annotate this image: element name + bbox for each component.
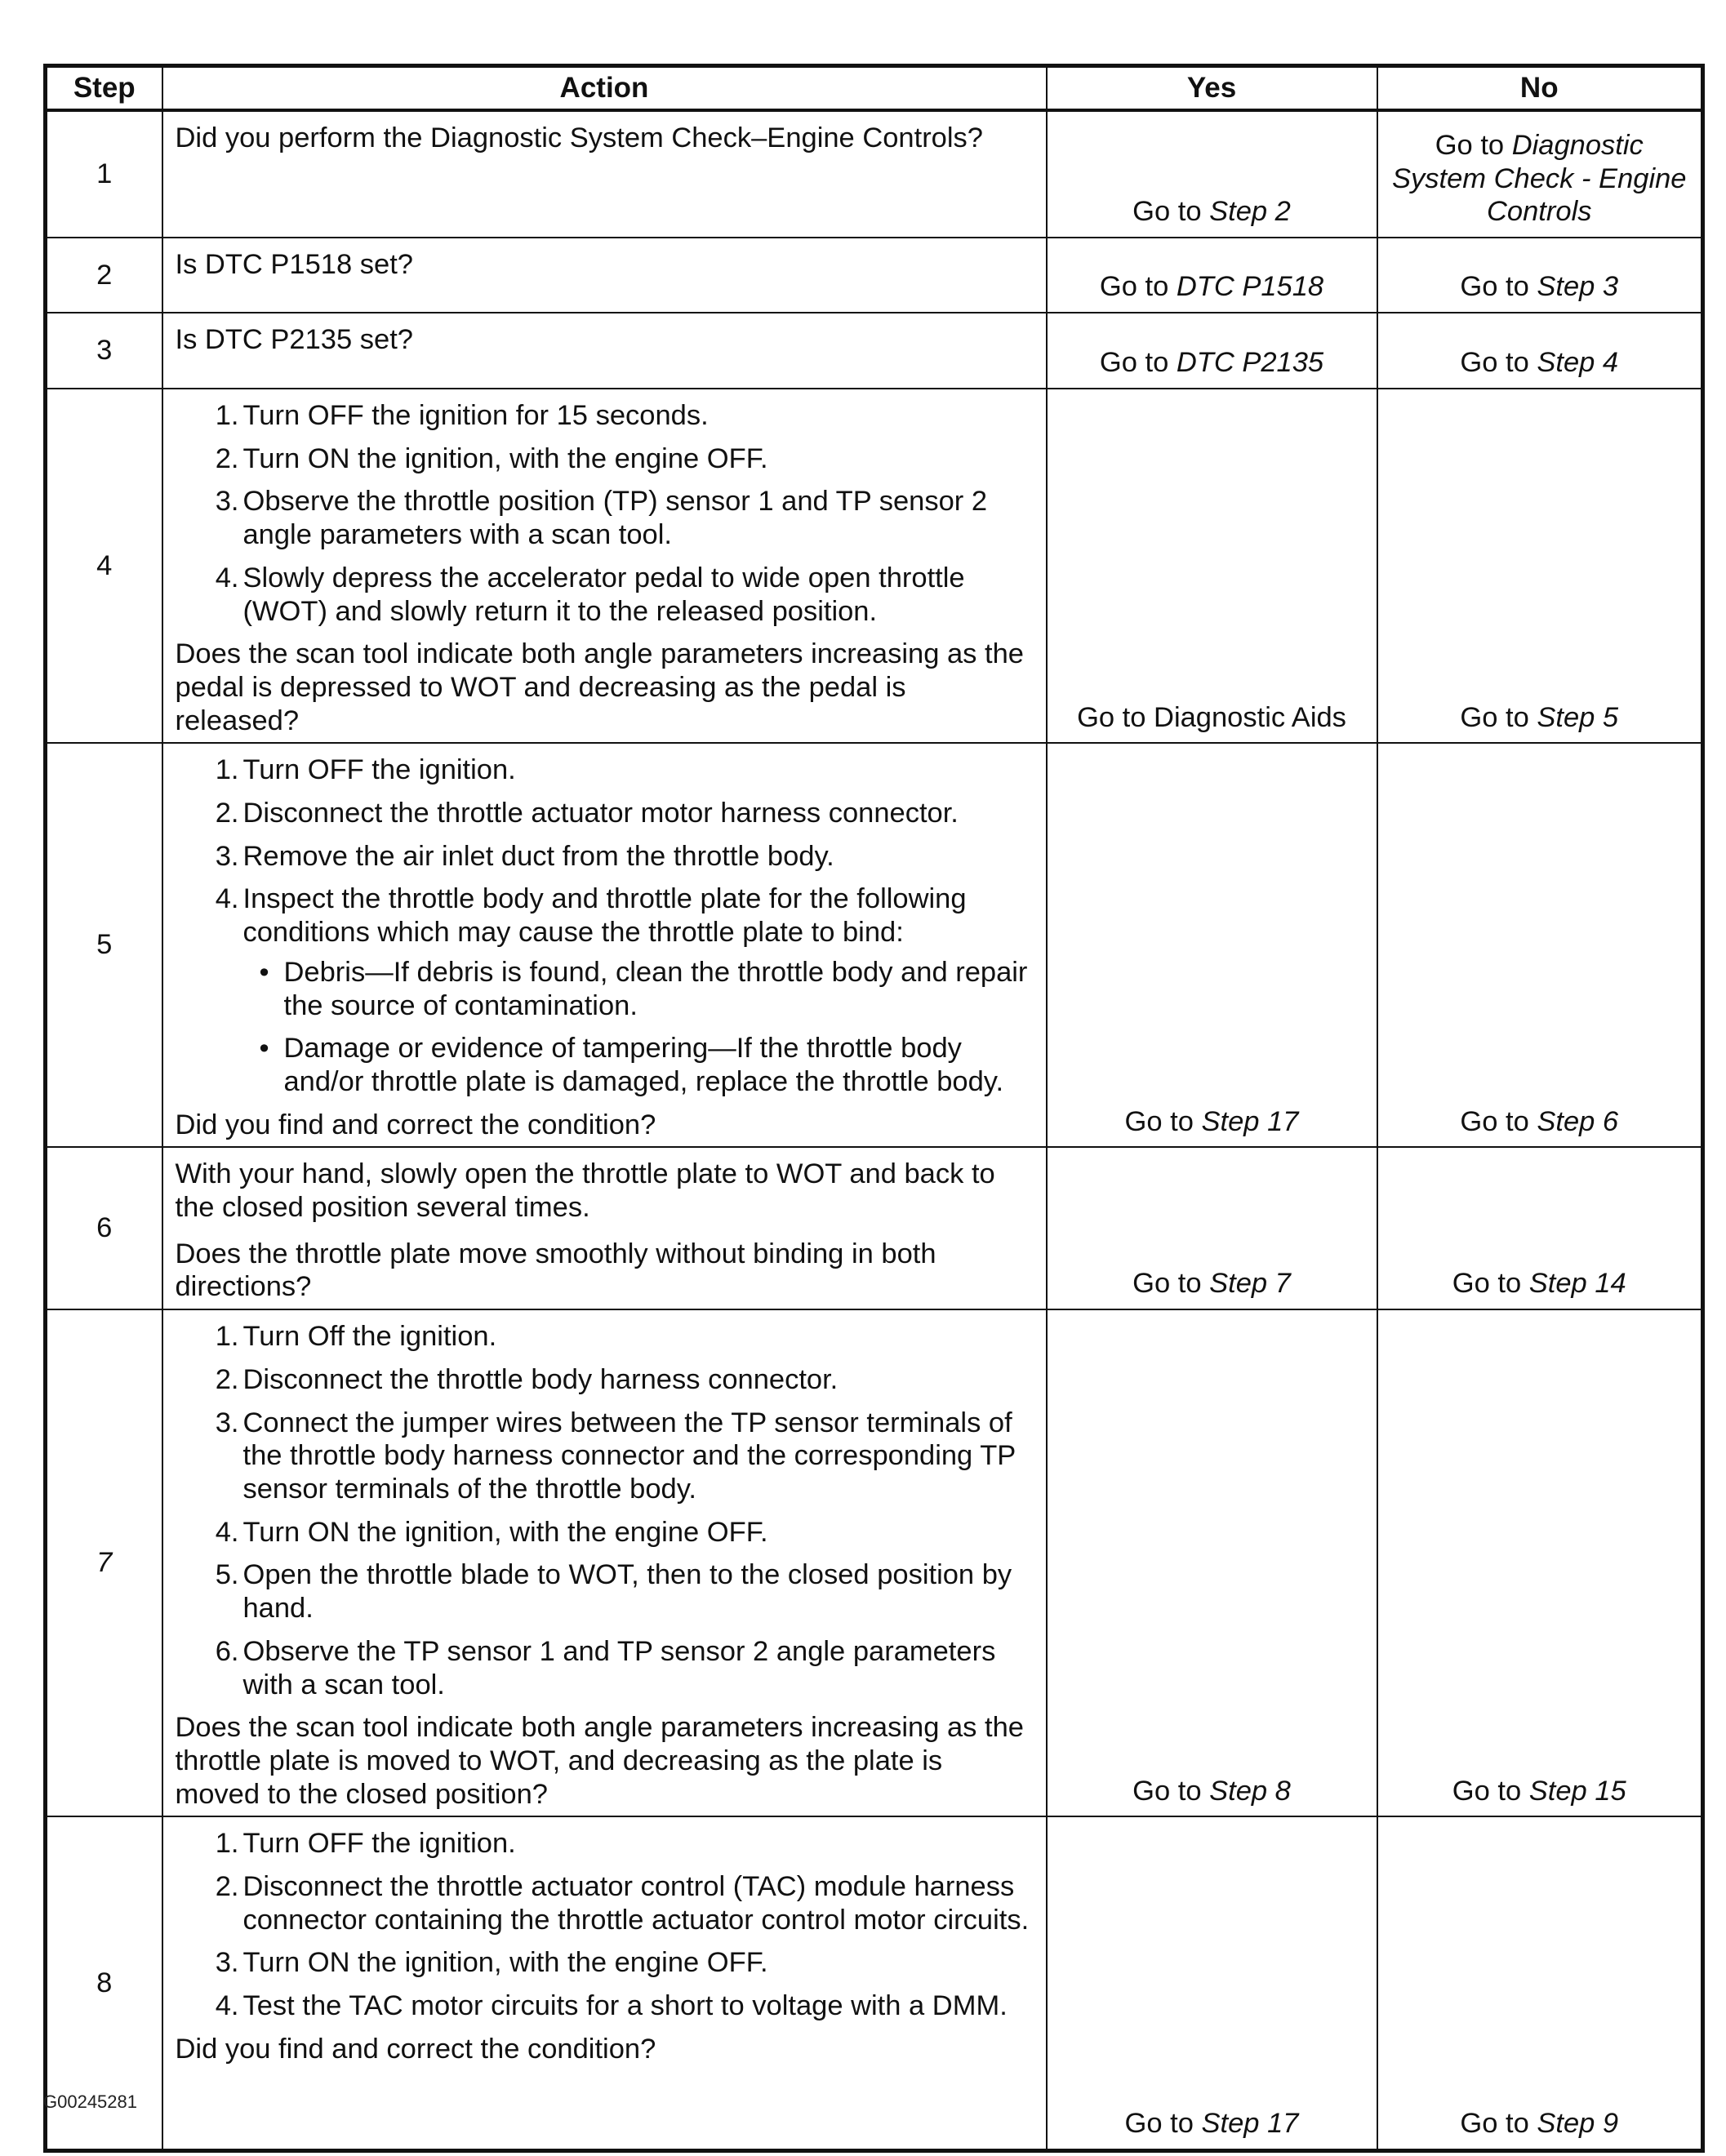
table-row	[46, 389, 1703, 743]
no-reference-link: Step 9	[1537, 2108, 1619, 2140]
procedure-step	[176, 562, 1034, 628]
procedure-step-number: 2.	[215, 1363, 239, 1395]
no-prefix: Go to	[1460, 2108, 1537, 2140]
no-prefix: Go to	[1452, 1268, 1529, 1300]
procedure-step-number: 3.	[215, 840, 239, 872]
table-row	[46, 110, 1703, 238]
no-reference-link: Step 3	[1537, 271, 1619, 303]
no-reference-link: Step 15	[1528, 1775, 1626, 1807]
procedure-step-text: Slowly depress the accelerator pedal to wide open throttle (WOT) and slowly return it to the released position.	[242, 562, 965, 627]
procedure-step	[176, 399, 1034, 433]
action-question: Is DTC P1518 set?	[175, 249, 413, 280]
procedure-step	[176, 797, 1034, 830]
procedure-step	[176, 1827, 1034, 1860]
table-row	[46, 238, 1703, 313]
procedure-step-text: Turn ON the ignition, with the engine OFF.	[242, 442, 768, 474]
action-cell	[162, 389, 1047, 743]
procedure-step-text: Remove the air inlet duct from the throttle body.	[242, 840, 834, 872]
no-prefix: Go to	[1460, 347, 1537, 379]
procedure-step-text: Connect the jumper wires between the TP sensor terminals of the throttle body harness connector and the corresponding TP sensor terminals of the throttle body.	[242, 1407, 1016, 1505]
procedure-step	[176, 840, 1034, 874]
bullet-item: • Debris—If debris is found, clean the throttle body and repair the source of contamination.	[243, 956, 1034, 1022]
yes-cell	[1047, 313, 1377, 389]
table-body	[46, 110, 1703, 2150]
procedure-step-number: 3.	[215, 1947, 239, 1979]
action-question: Did you find and correct the condition?	[175, 1109, 656, 1140]
yes-prefix: Go to	[1132, 1775, 1210, 1807]
yes-reference-link: DTC P1518	[1176, 271, 1324, 303]
procedure-list	[176, 399, 1034, 628]
yes-cell	[1047, 238, 1377, 313]
action-intro: With your hand, slowly open the throttle plate to WOT and back to the closed position several times.	[175, 1158, 995, 1224]
no-cell	[1377, 313, 1703, 389]
no-cell	[1377, 238, 1703, 313]
no-reference-link: Step 6	[1537, 1105, 1619, 1137]
action-cell	[162, 743, 1047, 1147]
no-prefix: Go to	[1460, 701, 1537, 733]
yes-cell	[1047, 110, 1377, 238]
yes-cell	[1047, 1309, 1377, 1816]
yes-cell	[1047, 743, 1377, 1147]
step-number: 2	[46, 238, 162, 313]
procedure-step-number: 4.	[215, 1990, 239, 2022]
action-cell	[162, 110, 1047, 238]
procedure-step-text: Inspect the throttle body and throttle plate for the following conditions which may cause the throttle plate to bind:	[242, 883, 967, 949]
procedure-step	[176, 485, 1034, 551]
procedure-step	[176, 882, 1034, 1098]
procedure-list	[176, 1827, 1034, 2023]
step-number: 3	[46, 313, 162, 389]
yes-cell	[1047, 1147, 1377, 1309]
yes-reference-link: Step 2	[1209, 196, 1291, 228]
procedure-step-number: 1.	[215, 1321, 239, 1353]
no-cell	[1377, 389, 1703, 743]
procedure-step-text: Turn OFF the ignition for 15 seconds.	[242, 400, 709, 431]
procedure-step-number: 1.	[215, 1828, 239, 1860]
procedure-step	[176, 1989, 1034, 2023]
header-action: Action	[162, 66, 1047, 111]
procedure-step	[176, 1363, 1034, 1397]
procedure-step-text: Open the throttle blade to WOT, then to the closed position by hand.	[242, 1559, 1012, 1625]
procedure-step	[176, 1870, 1034, 1936]
header-row	[46, 66, 1703, 111]
procedure-step-number: 6.	[215, 1635, 239, 1667]
step-number: 8	[46, 1816, 162, 2150]
yes-prefix: Go to Diagnostic Aids	[1077, 701, 1346, 733]
no-reference-link: Diagnostic System Check - Engine Controls	[1392, 129, 1687, 228]
header-no: No	[1377, 66, 1703, 111]
procedure-step	[176, 1516, 1034, 1549]
no-reference-link: Step 5	[1537, 701, 1619, 733]
yes-cell	[1047, 389, 1377, 743]
table-row	[46, 743, 1703, 1147]
table-row	[46, 313, 1703, 389]
header-yes: Yes	[1047, 66, 1377, 111]
procedure-step	[176, 1635, 1034, 1701]
header-step: Step	[46, 66, 162, 111]
procedure-step-number: 4.	[215, 562, 239, 593]
procedure-step-text: Disconnect the throttle body harness connector.	[242, 1363, 839, 1395]
no-cell	[1377, 1309, 1703, 1816]
action-question: Does the scan tool indicate both angle parameters increasing as the throttle plate is moved to WOT, and decreasing as the plate is moved to the closed position?	[175, 1712, 1024, 1810]
procedure-step-number: 5.	[215, 1559, 239, 1591]
no-cell	[1377, 743, 1703, 1147]
no-prefix: Go to	[1460, 1105, 1537, 1137]
action-cell	[162, 1147, 1047, 1309]
no-cell	[1377, 110, 1703, 238]
procedure-step-text: Observe the TP sensor 1 and TP sensor 2 angle parameters with a scan tool.	[242, 1635, 996, 1700]
action-question: Is DTC P2135 set?	[175, 324, 413, 355]
yes-reference-link: Step 7	[1209, 1268, 1291, 1300]
procedure-step-text: Disconnect the throttle actuator control (TAC) module harness connector containing the throttle actuator control motor circuits.	[242, 1871, 1030, 1936]
no-reference-link: Step 4	[1537, 347, 1619, 379]
no-cell	[1377, 1147, 1703, 1309]
yes-cell	[1047, 1816, 1377, 2150]
procedure-step	[176, 753, 1034, 787]
procedure-step-number: 2.	[215, 442, 239, 474]
yes-prefix: Go to	[1124, 2108, 1202, 2140]
yes-reference-link: Step 17	[1201, 2108, 1299, 2140]
no-reference-link: Step 14	[1528, 1268, 1626, 1300]
procedure-step	[176, 442, 1034, 476]
procedure-step-text: Test the TAC motor circuits for a short to voltage with a DMM.	[242, 1990, 1008, 2022]
procedure-step-number: 2.	[215, 1871, 239, 1903]
action-question: Does the scan tool indicate both angle parameters increasing as the pedal is depressed to WOT and decreasing as the pedal is released?	[175, 638, 1024, 736]
yes-reference-link: Step 8	[1209, 1775, 1291, 1807]
procedure-step-text: Turn Off the ignition.	[242, 1321, 497, 1353]
yes-prefix: Go to	[1099, 347, 1177, 379]
procedure-step-number: 2.	[215, 798, 239, 829]
step-number: 4	[46, 389, 162, 743]
step-number: 6	[46, 1147, 162, 1309]
procedure-step-number: 3.	[215, 1407, 239, 1438]
procedure-step-text: Turn OFF the ignition.	[242, 1828, 516, 1860]
yes-prefix: Go to	[1124, 1105, 1202, 1137]
procedure-step-number: 1.	[215, 754, 239, 786]
procedure-step-number: 4.	[215, 1516, 239, 1548]
procedure-step	[176, 1558, 1034, 1625]
yes-reference-link: DTC P2135	[1176, 347, 1324, 379]
action-question: Does the throttle plate move smoothly without binding in both directions?	[175, 1238, 936, 1303]
yes-reference-link: Step 17	[1201, 1105, 1299, 1137]
procedure-step-text: Observe the throttle position (TP) sensor 1 and TP sensor 2 angle parameters with a scan tool.	[242, 486, 988, 551]
action-cell	[162, 313, 1047, 389]
bullet-item: • Damage or evidence of tampering—If the throttle body and/or throttle plate is damaged, replace the throttle body.	[243, 1032, 1034, 1098]
procedure-step	[176, 1320, 1034, 1354]
action-cell	[162, 238, 1047, 313]
step-number: 5	[46, 743, 162, 1147]
table-row	[46, 1816, 1703, 2150]
yes-prefix: Go to	[1132, 1268, 1210, 1300]
table-row	[46, 1309, 1703, 1816]
procedure-list	[176, 753, 1034, 1098]
procedure-step-text: Turn OFF the ignition.	[242, 754, 516, 786]
action-question: Did you find and correct the condition?	[175, 2033, 656, 2065]
bullet-list	[243, 956, 1034, 1099]
no-prefix: Go to	[1435, 129, 1512, 161]
no-prefix: Go to	[1452, 1775, 1529, 1807]
diagnostic-table	[43, 64, 1705, 2153]
yes-prefix: Go to	[1099, 271, 1177, 303]
no-prefix: Go to	[1460, 271, 1537, 303]
yes-prefix: Go to	[1132, 196, 1210, 228]
action-cell	[162, 1816, 1047, 2150]
procedure-step-number: 3.	[215, 486, 239, 518]
procedure-step	[176, 1946, 1034, 1980]
table-row	[46, 1147, 1703, 1309]
procedure-list	[176, 1320, 1034, 1701]
step-number: 7	[46, 1309, 162, 1816]
action-cell	[162, 1309, 1047, 1816]
action-question: Did you perform the Diagnostic System Check–Engine Controls?	[175, 122, 983, 153]
procedure-step-text: Turn ON the ignition, with the engine OFF.	[242, 1947, 768, 1979]
step-number: 1	[46, 110, 162, 238]
procedure-step-number: 1.	[215, 400, 239, 431]
procedure-step-text: Disconnect the throttle actuator motor harness connector.	[242, 798, 959, 829]
procedure-step-text: Turn ON the ignition, with the engine OFF.	[242, 1516, 768, 1548]
figure-code: G00245281	[43, 2092, 137, 2112]
no-cell	[1377, 1816, 1703, 2150]
procedure-step-number: 4.	[215, 883, 239, 915]
procedure-step	[176, 1407, 1034, 1506]
